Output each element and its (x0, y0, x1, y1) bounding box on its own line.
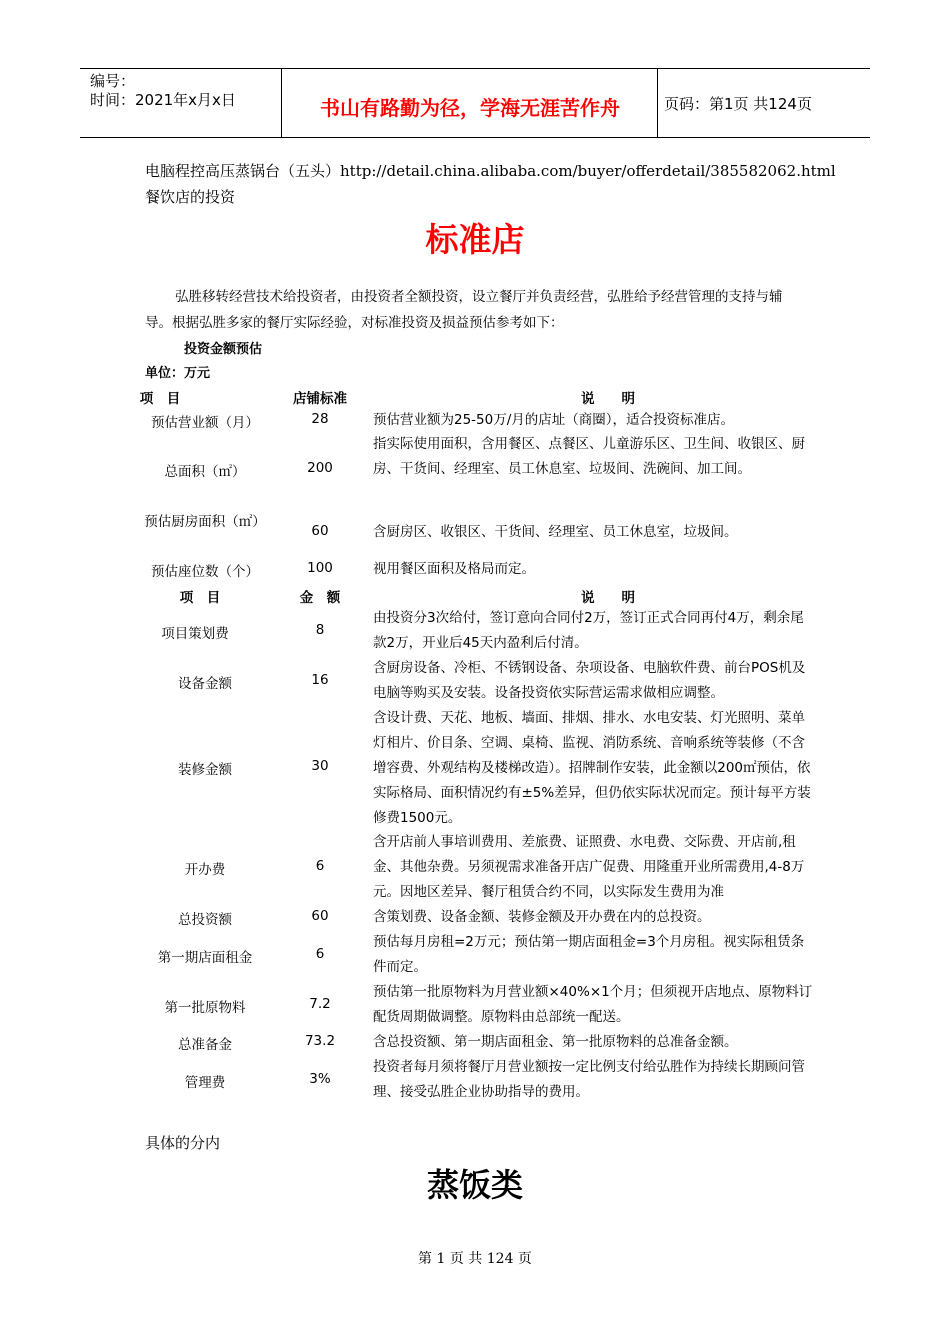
page-footer: 第 1 页 共 124 页 (418, 1251, 532, 1267)
row-desc: 含总投资额、第一期店面租金、第一批原物料的总准备金额。 (373, 1034, 738, 1050)
row-value: 73.2 (304, 1033, 336, 1049)
header-motto: 书山有路勤为径，学海无涯苦作舟 (320, 96, 620, 120)
table2-header (125, 586, 825, 608)
row-desc: 预估每月房租=2万元；预估第一期店面租金=3个月房租。视实际租赁条件而定。 (373, 934, 805, 975)
intro-line-2: 餐饮店的投资 (145, 188, 236, 206)
row-item: 预估营业额（月） (151, 415, 259, 431)
row-item: 总准备金 (178, 1037, 232, 1053)
row-item: 第一期店面租金 (157, 950, 253, 966)
section-title: 蒸饭类 (426, 1166, 523, 1204)
row-desc: 投资者每月须将餐厅月营业额按一定比例支付给弘胜作为持续长期顾问管理、接受弘胜企业协助指导的费用。 (373, 1059, 805, 1100)
row-desc: 预估营业额为25-50万/月的店址（商圈），适合投资标准店。 (373, 412, 735, 428)
row-desc: 视用餐区面积及格局而定。 (373, 561, 535, 577)
row-desc: 含策划费、设备金额、装修金额及开办费在内的总投资。 (373, 909, 711, 925)
row-value: 60 (311, 523, 329, 539)
col-header-desc: 说 明 (581, 391, 635, 407)
row-value: 30 (311, 758, 329, 774)
row-value: 200 (307, 460, 333, 476)
row-value: 100 (307, 560, 333, 576)
col-header-item: 项 目 (139, 391, 181, 407)
row-value: 8 (315, 622, 325, 638)
row-item: 总投资额 (178, 912, 232, 928)
code-label: 编号： (90, 72, 136, 90)
estimate-label: 投资金额预估 (184, 342, 263, 357)
row-desc: 由投资分3次给付，签订意向合同付2万，签订正式合同再付4万，剩余尾款2万，开业后45天内盈利后付清。 (373, 610, 804, 651)
row-desc: 含厨房设备、冷柜、不锈钢设备、杂项设备、电脑软件费、前台POS机及电脑等购买及安装。设备投资依实际营运需求做相应调整。 (373, 660, 806, 701)
header-meta (90, 72, 236, 110)
table1-header (125, 387, 825, 409)
row-desc: 指实际使用面积，含用餐区、点餐区、儿童游乐区、卫生间、收银区、厨房、干货间、经理室、员工休息室、垃圾间、洗碗间、加工间。 (373, 436, 805, 477)
unit-label: 单位：万元 (145, 366, 211, 381)
col-header-desc: 说 明 (581, 590, 635, 606)
row-value: 28 (311, 411, 329, 427)
doc-description: 弘胜移转经营技术给投资者，由投资者全额投资，设立餐厅并负责经营，弘胜给予经营管理的支持与辅导。根据弘胜多家的餐厅实际经验，对标准投资及损益预估参考如下： (145, 289, 783, 331)
row-desc: 预估第一批原物料为月营业额×40%×1个月；但须视开店地点、原物料订配货周期做调整。原物料由总部统一配送。 (373, 984, 813, 1025)
time-label: 时间：2021年x月x日 (90, 91, 236, 109)
row-item: 装修金额 (178, 762, 232, 778)
row-value: 6 (315, 946, 325, 962)
row-value: 7.2 (309, 996, 331, 1012)
row-item: 项目策划费 (161, 626, 229, 642)
row-value: 3% (309, 1071, 331, 1087)
doc-title: 标准店 (425, 220, 525, 259)
intro-line-1: 电脑程控高压蒸锅台（五头）http://detail.china.alibaba.com/buyer/offerdetail/385582062.html (145, 162, 836, 180)
row-desc: 含设计费、天花、地板、墙面、排烟、排水、水电安装、灯光照明、菜单灯相片、价目条、空调、桌椅、监视、消防系统、音响系统等装修（不含增容费、外观结构及楼梯改造）。招牌制作安装，此金额以200㎡预估，依实际格局、面积情况约有±5%差异，但仍依实际状况而定。预计每平方装修费1500元。 (373, 710, 811, 826)
header-page-info: 页码：第1页 共124页 (664, 95, 812, 113)
row-desc: 含开店前人事培训费用、差旅费、证照费、水电费、交际费、开店前,租金、其他杂费。另须视需求准备开店广促费、用隆重开业所需费用,4-8万元。因地区差异、餐厅租赁合约不同，以实际发生费用为准 (373, 834, 805, 900)
row-item: 开办费 (184, 862, 226, 878)
row-item: 预估座位数（个） (151, 564, 259, 580)
row-item: 设备金额 (178, 676, 232, 692)
col-header-amount: 金 额 (299, 590, 341, 606)
row-item: 管理费 (184, 1075, 226, 1091)
row-item: 总面积（㎡） (164, 464, 246, 480)
page-header (80, 68, 870, 138)
col-header-standard: 店铺标准 (293, 391, 347, 407)
row-value: 16 (311, 672, 329, 688)
row-item: 第一批原物料 (164, 1000, 246, 1016)
closing-text: 具体的分内 (145, 1134, 221, 1152)
row-value: 6 (315, 858, 325, 874)
row-desc: 含厨房区、收银区、干货间、经理室、员工休息室，垃圾间。 (373, 524, 738, 540)
row-item: 预估厨房面积（㎡） (144, 514, 266, 530)
col-header-item: 项 目 (179, 590, 221, 606)
row-value: 60 (311, 908, 329, 924)
